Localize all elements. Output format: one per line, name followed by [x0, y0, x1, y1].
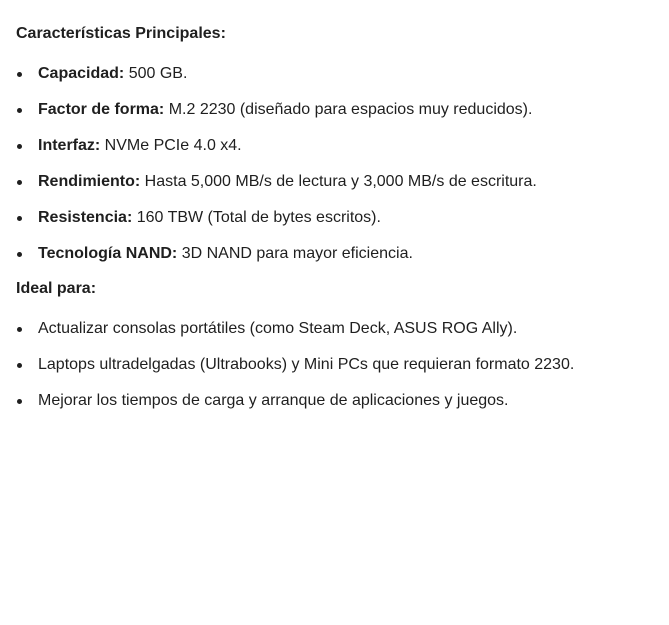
item-term: Interfaz: [38, 137, 101, 154]
list-item [16, 244, 653, 264]
item-term: Rendimiento: [38, 173, 141, 190]
item-term: Tecnología NAND: [38, 245, 178, 262]
bullet-icon [17, 72, 22, 77]
item-text: 500 GB. [124, 65, 188, 82]
list-item [16, 64, 653, 84]
ideal-for-heading: Ideal para: [16, 280, 97, 297]
list-item [16, 172, 653, 192]
item-text: 3D NAND para mayor eficiencia. [177, 245, 413, 262]
item-text: NVMe PCIe 4.0 x4. [100, 137, 242, 154]
item-term: Capacidad: [38, 65, 125, 82]
list-item [16, 391, 653, 411]
bullet-icon [17, 108, 22, 113]
features-heading: Características Principales: [16, 25, 226, 42]
bullet-icon [17, 216, 22, 221]
item-text: Hasta 5,000 MB/s de lectura y 3,000 MB/s de escritura. [140, 173, 537, 190]
item-term: Factor de forma: [38, 101, 165, 118]
bullet-icon [17, 252, 22, 257]
item-text: M.2 2230 (diseñado para espacios muy reducidos). [164, 101, 533, 118]
list-item [16, 208, 653, 228]
bullet-icon [17, 399, 22, 404]
item-text: Actualizar consolas portátiles (como Steam Deck, ASUS ROG Ally). [38, 320, 518, 337]
bullet-icon [17, 327, 22, 332]
item-text: 160 TBW (Total de bytes escritos). [132, 209, 381, 226]
item-text: Mejorar los tiempos de carga y arranque de aplicaciones y juegos. [38, 392, 509, 409]
bullet-icon [17, 363, 22, 368]
features-list [16, 64, 653, 264]
list-item [16, 100, 653, 120]
list-item [16, 136, 653, 156]
item-term: Resistencia: [38, 209, 133, 226]
bullet-icon [17, 144, 22, 149]
list-item [16, 355, 653, 375]
item-text: Laptops ultradelgadas (Ultrabooks) y Mini PCs que requieran formato 2230. [38, 356, 575, 373]
list-item [16, 319, 653, 339]
ideal-for-list [16, 319, 653, 411]
bullet-icon [17, 180, 22, 185]
